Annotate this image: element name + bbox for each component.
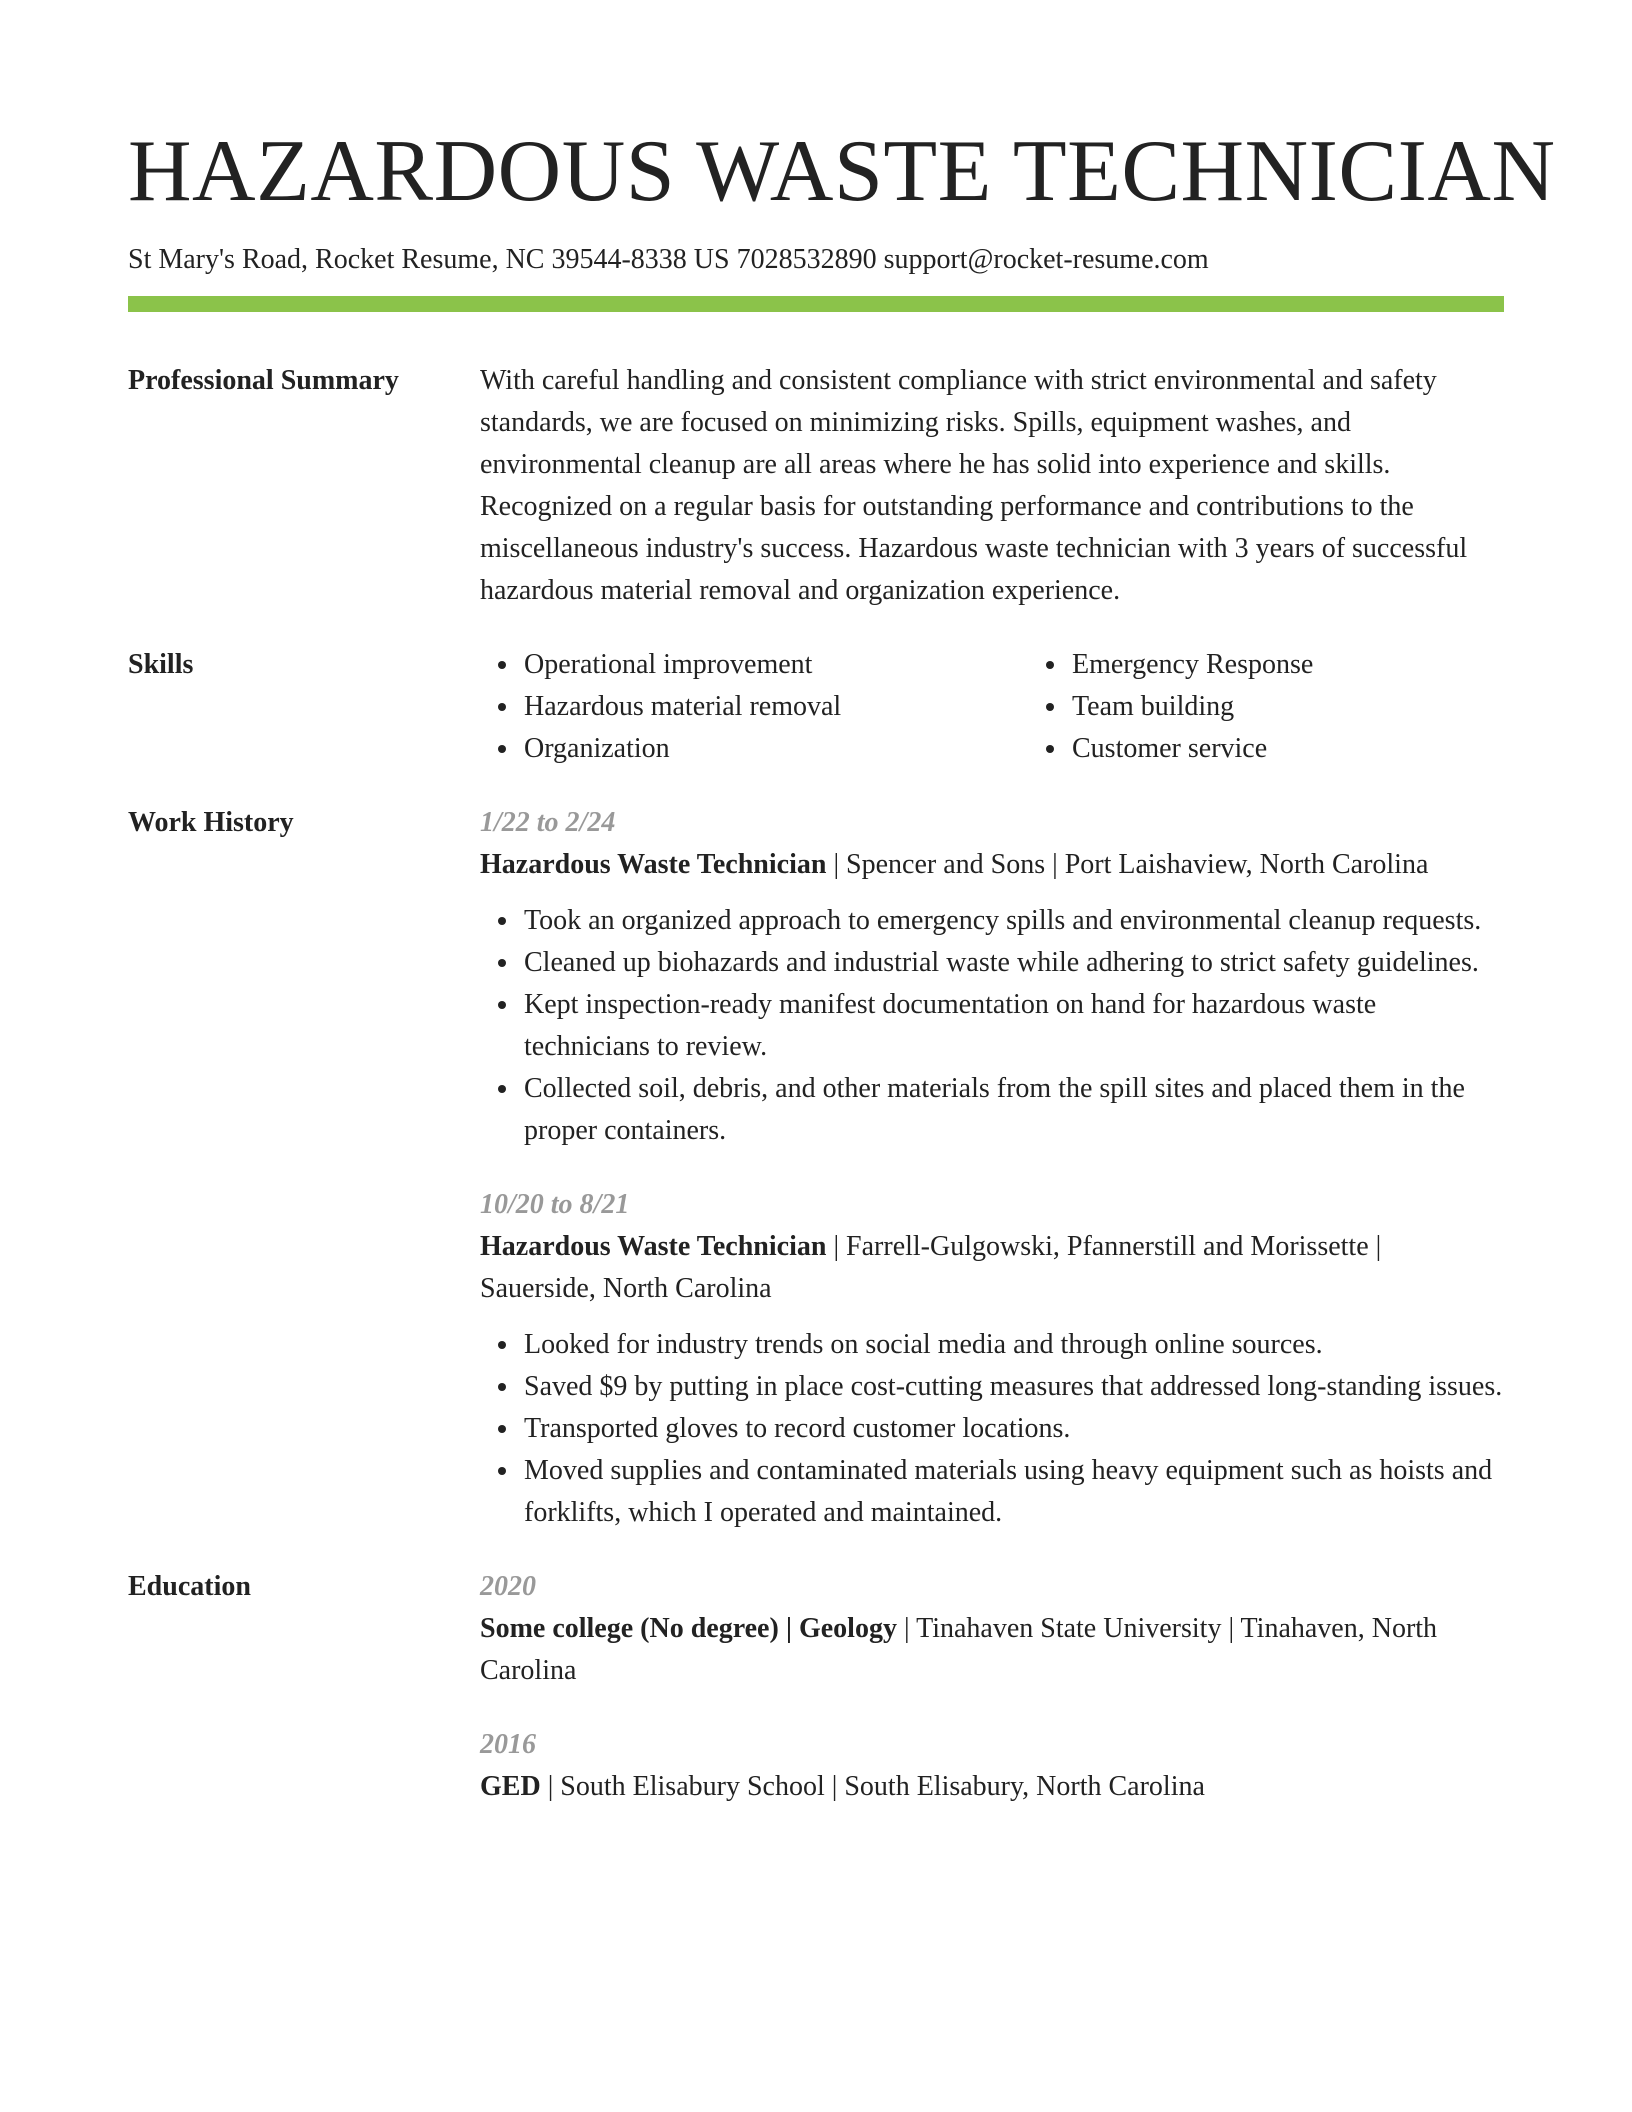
- job-bullets: [480, 900, 1504, 1152]
- skill-item: Hazardous material removal: [524, 686, 1028, 728]
- education-entry: [480, 1566, 1504, 1692]
- education-heading: [480, 1608, 1504, 1692]
- skills-section: [128, 644, 1504, 770]
- education-degree: Some college (No degree) | Geology: [480, 1613, 897, 1644]
- skill-item: Operational improvement: [524, 644, 1028, 686]
- header-divider: [128, 296, 1504, 312]
- skill-item: Emergency Response: [1072, 644, 1576, 686]
- contact-email: support@rocket-resume.com: [883, 244, 1209, 275]
- education-label: Education: [128, 1571, 251, 1602]
- work-history-label: Work History: [128, 807, 294, 838]
- job-bullet: Cleaned up biohazards and industrial waste while adhering to strict safety guidelines.: [524, 942, 1504, 984]
- work-history-section: [128, 802, 1504, 1534]
- job-title: Hazardous Waste Technician: [480, 849, 827, 880]
- education-heading: [480, 1766, 1504, 1808]
- skills-body: [480, 644, 1576, 770]
- job-bullet: Took an organized approach to emergency spills and environmental cleanup requests.: [524, 900, 1504, 942]
- job-bullet: Looked for industry trends on social media and through online sources.: [524, 1324, 1504, 1366]
- job-date: 1/22 to 2/24: [480, 807, 616, 838]
- job-bullet: Kept inspection-ready manifest documentation on hand for hazardous waste technicians to review.: [524, 984, 1504, 1068]
- education-school-location: | South Elisabury School | South Elisabury, North Carolina: [540, 1771, 1205, 1802]
- education-body: [480, 1566, 1504, 1808]
- job-bullets: [480, 1324, 1504, 1534]
- skills-column-right: [1028, 644, 1576, 770]
- job-bullet: Transported gloves to record customer locations.: [524, 1408, 1504, 1450]
- education-entry: [480, 1724, 1504, 1808]
- skills-label: Skills: [128, 649, 194, 680]
- summary-text: With careful handling and consistent compliance with strict environmental and safety standards, we are focused on minimizing risks. Spills, equipment washes, and environmental cleanup are all areas where he has solid into experience and skills. Recognized on a regular basis for outstanding performance and contributions to the miscellaneous industry's success. Hazardous waste technician with 3 years of successful hazardous material removal and organization experience.: [480, 365, 1468, 606]
- job-entry: [480, 802, 1504, 1152]
- contact-line: [128, 242, 1504, 278]
- job-title: Hazardous Waste Technician: [480, 1231, 827, 1262]
- skill-item: Team building: [1072, 686, 1576, 728]
- job-bullet: Saved $9 by putting in place cost-cutting measures that addressed long-standing issues.: [524, 1366, 1504, 1408]
- skill-item: Organization: [524, 728, 1028, 770]
- job-entry: [480, 1184, 1504, 1534]
- job-employer-location: | Farrell-Gulgowski, Pfannerstill and Morissette | Sauerside, North Carolina: [480, 1231, 1382, 1304]
- summary-label: Professional Summary: [128, 365, 399, 396]
- job-employer-location: | Spencer and Sons | Port Laishaview, North Carolina: [826, 849, 1429, 880]
- education-degree: GED: [480, 1771, 541, 1802]
- resume-name: HAZARDOUS WASTE TECHNICIAN: [128, 123, 1556, 220]
- skills-grid: [480, 644, 1576, 770]
- job-heading: [480, 1226, 1504, 1310]
- job-bullet: Moved supplies and contaminated materials using heavy equipment such as hoists and forklifts, which I operated and maintained.: [524, 1450, 1504, 1534]
- education-date: 2016: [480, 1729, 536, 1760]
- work-history-body: [480, 802, 1504, 1534]
- contact-address: St Mary's Road, Rocket Resume, NC 39544-8338 US: [128, 244, 730, 275]
- summary-section: [128, 360, 1504, 612]
- skills-column-left: [480, 644, 1028, 770]
- contact-phone: 7028532890: [736, 244, 877, 275]
- job-heading: [480, 844, 1504, 886]
- job-date: 10/20 to 8/21: [480, 1189, 630, 1220]
- job-bullet: Collected soil, debris, and other materials from the spill sites and placed them in the proper containers.: [524, 1068, 1504, 1152]
- education-school-location: | Tinahaven State University | Tinahaven, North Carolina: [480, 1613, 1438, 1686]
- education-date: 2020: [480, 1571, 536, 1602]
- skill-item: Customer service: [1072, 728, 1576, 770]
- resume-page: [128, 0, 1556, 1808]
- education-section: [128, 1566, 1504, 1808]
